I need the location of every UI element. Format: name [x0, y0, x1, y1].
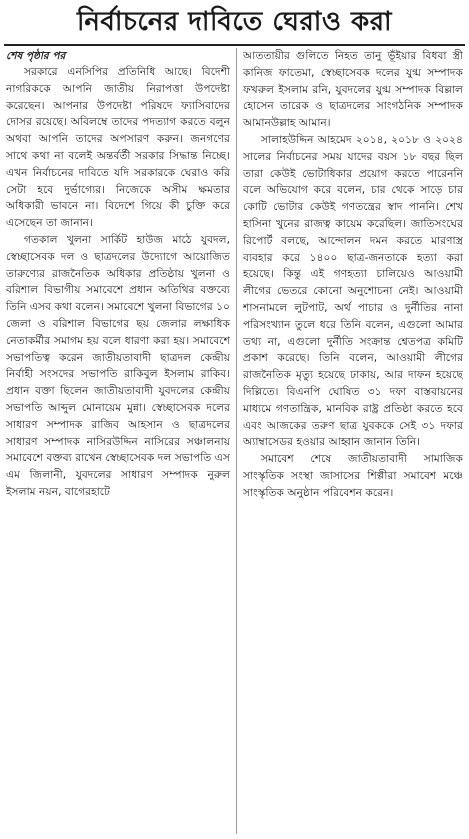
article-paragraph: সালাহউদ্দিন আহমেদ ২০১৪, ২০১৮ ও ২০২৪ সালের নির্বাচনের সময় যাদের বয়স ১৮ বছর ছিল তারা কেউই ভোটাধিকার প্রয়োগ করতে পারেননি বলে অভিযোগ করে বলেন, চার থেকে সাড়ে চার কোটি ভোটার কেউই গণতন্ত্রের স্বাদ পাননি। শেখ হাসিনা খুনের রাজত্ব কায়েম করেছিল। জাতিসংঘের রিপোর্ট বলছে, আন্দোলন দমন করতে মারণাস্ত্র ব্যবহার করে ১৪০০ ছাত্র-জনতাকে হত্যা করা হয়েছে। কিন্তু এই গণহত্যা চালিয়েও আওয়ামী লীগের ভেতরে কোনো অনুশোচনা নেই। আওয়ামী শাসনামলে লুটপাট, অর্থ পাচার ও দুর্নীতির নানা পরিসংখ্যান তুলে ধরে তিনি বলেন, এগুলো আমার তথ্য না, এগুলো দুর্নীতি সংক্রান্ত শ্বেতপত্র কমিটি প্রকাশ করেছে। তিনি বলেন, আওয়ামী লীগের রাজনৈতিক মৃত্যু হয়েছে ঢাকায়, আর দাফন হয়েছে দিল্লিতে। বিএনপি ঘোষিত ৩১ দফা বাস্তবায়নের মাধ্যমে গণতান্ত্রিক, মানবিক রাষ্ট্র প্রতিষ্ঠা করতে হবে এবং আজকের তরুণ ছাত্র যুবককে সেই ৩১ দফার অ্যাম্বাসেডর হওয়ার আহ্বান জানান তিনি। — [243, 132, 463, 449]
continued-from-kicker: শেষ পৃষ্ঠার পর — [6, 50, 66, 62]
article-column-left — [6, 48, 230, 834]
article-column-right — [243, 48, 463, 834]
article-paragraph: গতকাল খুলনা সার্কিট হাউজ মাঠে যুবদল, স্বেচ্ছাসেবক দল ও ছাত্রদলের উদ্যোগে আয়োজিত তারুণ্যের রাজনৈতিক অধিকার প্রতিষ্ঠায় খুলনা ও বরিশাল বিভাগীয় সমাবেশে প্রধান অতিথির বক্তব্যে তিনি এসব কথা বলেন। সমাবেশে খুলনা বিভাগের ১০ জেলা ও বরিশাল বিভাগের ছয় জেলার লক্ষাধিক নেতাকর্মীর সমাগম হয় বলে ধারণা করা হয়। সমাবেশে সভাপতিত্ব করেন জাতীয়তাবাদী ছাত্রদল কেন্দ্রীয় নির্বাহী সংসদের সভাপতি রাকিবুল ইসলাম রাকিব। প্রধান বক্তা ছিলেন জাতীয়তাবাদী যুবদলের কেন্দ্রীয় সভাপতি আব্দুল মোনায়েম মুন্না। স্বেচ্ছাসেবক দলের সাধারণ সম্পাদক রাজিব আহসান ও ছাত্রদলের সাধারণ সম্পাদক নাসিরউদ্দিন নাসিরের সঞ্চালনায় সমাবেশে বক্তব্য রাখেন স্বেচ্ছাসেবক দল সভাপতি এস এম জিলানী, যুবদলের সাধারণ সম্পাদক নুরুল ইসলাম নয়ন, বাগেরহাটে — [6, 232, 230, 498]
article-paragraph: আততায়ীর গুলিতে নিহত তানু ভূঁইয়ার বিধবা স্ত্রী কানিজ ফাতেমা, স্বেচ্ছাসেবক দলের যুগ্ম সম্পাদক ফখরুল ইসলাম রনি, যুবদলের যুগ্ম সম্পাদক বিল্লাল হোসেন তারেক ও ছাত্রদলের সাংগঠনিক সম্পাদক আমানউল্লাহ আমান। — [243, 49, 463, 130]
article-paragraph: সরকারে এনসিপির প্রতিনিধি আছে। বিদেশী নাগরিককে আপনি জাতীয় নিরাপত্তা উপদেষ্টা করেছেন। আপনার উপদেষ্টা পরিষদে ফ্যাসিবাদের দোসর রয়েছে। অবিলম্বে তাদের পদত্যাগ করতে বলুন অথবা আপনি তাদের অপসারণ করুন। জনগণের সাথে কথা না বলেই অন্তর্বর্তী সরকার সিদ্ধান্ত নিচ্ছে। এখন নির্বাচনের দাবিতে যদি সরকারকে ঘেরাও করি সেটা হবে দুর্ভাগ্যের। নিজেকে অসীম ক্ষমতার অধিকারী ভাবনে না। বিদেশে গিয়ে কী চুক্তি করে এসেছেন তা জানান। — [6, 65, 230, 230]
column-divider — [236, 48, 237, 834]
headline: নির্বাচনের দাবিতে ঘেরাও করা — [76, 7, 393, 37]
headline-rule — [4, 44, 465, 46]
article-paragraph: সমাবেশ শেষে জাতীয়তাবাদী সামাজিক সাংস্কৃতিক সংস্থা জাসাসের শিল্পীরা সমাবেশ মঞ্চে সাংস্কৃতিক অনুষ্ঠান পরিবেশন করেন। — [243, 452, 463, 499]
